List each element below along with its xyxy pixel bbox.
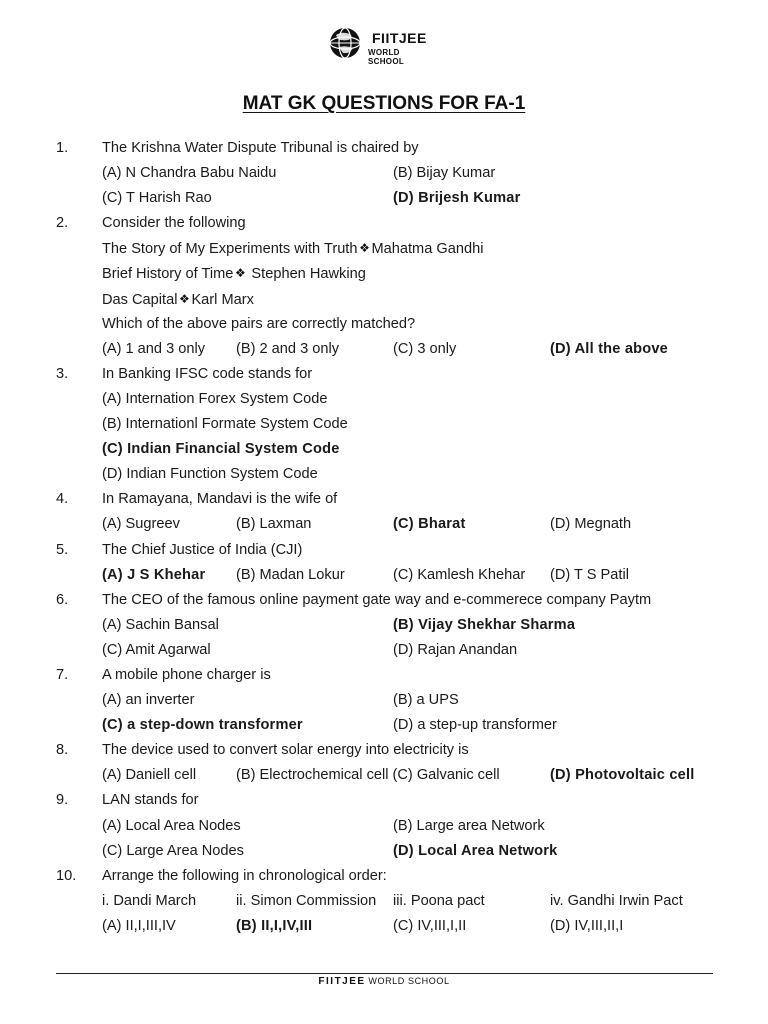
option: (D) Indian Function System Code [102, 466, 318, 483]
correct-option: (B) Vijay Shekhar Sharma [393, 616, 576, 633]
correct-option: (D) All the above [550, 340, 668, 357]
options-row [0, 437, 768, 462]
option: (B) 2 and 3 only [236, 340, 340, 357]
options-row [0, 638, 768, 663]
option: (D) a step-up transformer [393, 717, 557, 734]
option: (A) N Chandra Babu Naidu [102, 165, 277, 182]
question-number: 5. [56, 541, 69, 558]
option: (C) Kamlesh Khehar [393, 566, 526, 583]
question-number: 8. [56, 742, 69, 759]
footer-brand: FIITJEE [318, 976, 366, 987]
question-item [0, 211, 768, 362]
match-pair-right: Mahatma Gandhi [371, 241, 484, 258]
question-prompt-line [0, 312, 768, 337]
option: (C) 3 only [393, 340, 457, 357]
footer-divider [56, 973, 713, 974]
match-pair-content [102, 287, 254, 313]
match-pair-left: Brief History of Time [102, 266, 234, 283]
question-list [0, 136, 768, 939]
question-text: The Chief Justice of India (CJI) [102, 541, 303, 558]
logo-subtitle: WORLD SCHOOL [368, 48, 405, 66]
question-item [0, 864, 768, 939]
correct-option: (C) Bharat [393, 516, 466, 533]
question-line [0, 738, 768, 763]
question-number: 6. [56, 591, 69, 608]
option: (A) Daniell cell [102, 767, 197, 784]
question-item [0, 362, 768, 487]
question-item [0, 487, 768, 537]
match-pair [0, 287, 768, 312]
question-text: The device used to convert solar energy into electricity is [102, 742, 469, 759]
footer-subtitle: WORLD SCHOOL [368, 976, 450, 986]
options-row [0, 161, 768, 186]
option: (C) Amit Agarwal [102, 641, 211, 658]
correct-option: (D) Local Area Network [393, 842, 558, 859]
globe-icon [328, 26, 362, 60]
question-line [0, 538, 768, 563]
option: (A) Local Area Nodes [102, 817, 241, 834]
options-row [0, 889, 768, 914]
question-line [0, 487, 768, 512]
correct-option: (B) II,I,IV,III [236, 917, 313, 934]
option: (D) Megnath [550, 516, 632, 533]
question-text: The CEO of the famous online payment gate way and e-commerece company Paytm [102, 591, 652, 608]
question-item [0, 663, 768, 738]
question-number: 3. [56, 365, 69, 382]
option: iv. Gandhi Irwin Pact [550, 892, 683, 909]
question-line [0, 362, 768, 387]
options-row [0, 512, 768, 537]
question-item [0, 788, 768, 863]
match-pair-right: Karl Marx [191, 291, 254, 308]
question-text: Consider the following [102, 215, 246, 232]
correct-option: (D) Brijesh Kumar [393, 190, 521, 207]
options-row [0, 688, 768, 713]
question-number: 9. [56, 792, 69, 809]
option: (D) IV,III,II,I [550, 917, 624, 934]
option: (B) Madan Lokur [236, 566, 345, 583]
option: (B) Large area Network [393, 817, 545, 834]
question-text: In Ramayana, Mandavi is the wife of [102, 491, 338, 508]
option: (B) Electrochemical cell (C) Galvanic cell [236, 767, 500, 784]
options-row [0, 462, 768, 487]
option: (A) Internation Forex System Code [102, 390, 328, 407]
options-row [0, 563, 768, 588]
question-item [0, 136, 768, 211]
question-line [0, 788, 768, 813]
match-pair-content [102, 261, 366, 287]
correct-option: (A) J S Khehar [102, 566, 206, 583]
option: (D) T S Patil [550, 566, 629, 583]
question-number: 7. [56, 666, 69, 683]
option: (A) II,I,III,IV [102, 917, 176, 934]
option: (A) an inverter [102, 692, 195, 709]
school-logo [328, 24, 438, 64]
diamond-bullet-icon: ❖ [234, 266, 246, 281]
correct-option: (D) Photovoltaic cell [550, 767, 695, 784]
question-number: 10. [56, 867, 77, 884]
footer [0, 976, 768, 987]
question-line [0, 136, 768, 161]
logo-brand: FIITJEE [372, 30, 427, 46]
question-line [0, 864, 768, 889]
diamond-bullet-icon: ❖ [359, 241, 370, 256]
question-text: In Banking IFSC code stands for [102, 365, 313, 382]
question-text: LAN stands for [102, 792, 199, 809]
question-prompt: Which of the above pairs are correctly matched? [102, 315, 416, 332]
option: (C) T Harish Rao [102, 190, 212, 207]
match-pair [0, 236, 768, 261]
question-text: A mobile phone charger is [102, 666, 271, 683]
option: (A) Sugreev [102, 516, 180, 533]
page-title [0, 93, 768, 115]
match-pair-right: Stephen Hawking [247, 266, 366, 283]
option: (D) Rajan Anandan [393, 641, 518, 658]
question-number: 4. [56, 491, 69, 508]
match-pair [0, 261, 768, 286]
option: (B) Bijay Kumar [393, 165, 496, 182]
option: i. Dandi March [102, 892, 197, 909]
options-row [0, 186, 768, 211]
question-number: 2. [56, 215, 69, 232]
options-row [0, 613, 768, 638]
question-line [0, 663, 768, 688]
option: (B) Laxman [236, 516, 312, 533]
question-item [0, 538, 768, 588]
diamond-bullet-icon: ❖ [179, 291, 190, 306]
match-pair-content [102, 236, 483, 262]
question-number: 1. [56, 140, 69, 156]
options-row [0, 387, 768, 412]
options-row [0, 814, 768, 839]
option: (A) 1 and 3 only [102, 340, 206, 357]
match-pair-left: The Story of My Experiments with Truth [102, 241, 358, 258]
options-row [0, 839, 768, 864]
correct-option: (C) Indian Financial System Code [102, 441, 340, 458]
option: (B) a UPS [393, 692, 459, 709]
options-row [0, 713, 768, 738]
options-row [0, 337, 768, 362]
option: ii. Simon Commission [236, 892, 377, 909]
question-item [0, 738, 768, 788]
options-row [0, 763, 768, 788]
option: iii. Poona pact [393, 892, 485, 909]
correct-option: (C) a step-down transformer [102, 717, 303, 734]
question-text: Arrange the following in chronological order: [102, 867, 387, 884]
question-line [0, 211, 768, 236]
page-title-text: MAT GK QUESTIONS FOR FA-1 [242, 93, 526, 114]
options-row [0, 412, 768, 437]
option: (C) Large Area Nodes [102, 842, 244, 859]
question-text: The Krishna Water Dispute Tribunal is chaired by [102, 140, 419, 156]
option: (A) Sachin Bansal [102, 616, 219, 633]
option: (C) IV,III,I,II [393, 917, 467, 934]
question-line [0, 588, 768, 613]
question-item [0, 588, 768, 663]
option: (B) Internationl Formate System Code [102, 416, 348, 433]
match-pair-left: Das Capital [102, 291, 178, 308]
options-row [0, 914, 768, 939]
